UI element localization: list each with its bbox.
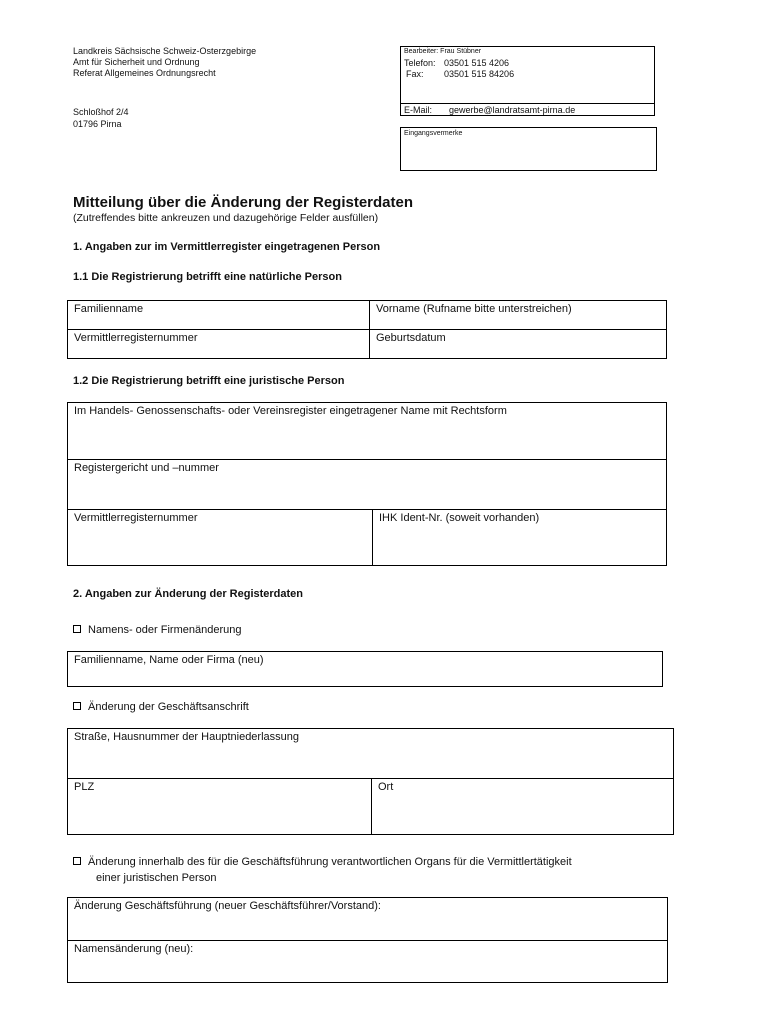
- section-2-heading: 2. Angaben zur Änderung der Registerdaten: [73, 588, 304, 600]
- option-organ-change-label: Änderung innerhalb des für die Geschäftsführung verantwortlichen Organs für die Vermittlertätigkeit: [88, 856, 572, 868]
- option-name-change-label: Namens- oder Firmenänderung: [88, 624, 242, 636]
- authority-line-1: Landkreis Sächsische Schweiz-Osterzgebirge: [73, 46, 257, 56]
- phone-value: 03501 515 4206: [444, 58, 510, 68]
- first-name-field[interactable]: Vorname (Rufname bitte unterstreichen): [376, 303, 572, 315]
- option-name-change[interactable]: [73, 624, 241, 636]
- contact-divider: [401, 103, 654, 104]
- option-organ-change-label-line-2: einer juristischen Person: [96, 872, 217, 884]
- legal-person-table: [67, 402, 667, 566]
- option-organ-change[interactable]: [73, 856, 572, 868]
- checkbox-icon[interactable]: [73, 702, 81, 710]
- new-name-field[interactable]: Familienname, Name oder Firma (neu): [74, 654, 264, 666]
- form-title: Mitteilung über die Änderung der Registerdaten: [73, 194, 414, 211]
- receipt-notes-box[interactable]: [400, 127, 657, 171]
- checkbox-icon[interactable]: [73, 625, 81, 633]
- authority-street: Schloßhof 2/4: [73, 107, 129, 117]
- clerk-name: Bearbeiter: Frau Stübner: [404, 48, 482, 55]
- management-table: [67, 897, 668, 983]
- registry-number-field[interactable]: Vermittlerregisternummer: [74, 332, 198, 344]
- authority-line-3: Referat Allgemeines Ordnungsrecht: [73, 68, 216, 78]
- fax-value: 03501 515 84206: [444, 69, 515, 79]
- ihk-ident-field[interactable]: IHK Ident-Nr. (soweit vorhanden): [379, 512, 540, 524]
- ort-field[interactable]: Ort: [378, 781, 394, 793]
- phone-row: [404, 58, 509, 68]
- checkbox-icon[interactable]: [73, 857, 81, 865]
- form-subtitle: (Zutreffendes bitte ankreuzen und dazugehörige Felder ausfüllen): [73, 212, 379, 224]
- fax-row: [404, 69, 514, 79]
- registered-name-field[interactable]: Im Handels- Genossenschafts- oder Vereinsregister eingetragener Name mit Rechtsform: [74, 405, 507, 417]
- section-1-2-heading: 1.2 Die Registrierung betrifft eine juristische Person: [73, 375, 345, 387]
- section-1-heading: 1. Angaben zur im Vermittlerregister eingetragenen Person: [73, 241, 381, 253]
- register-court-field[interactable]: Registergericht und –nummer: [74, 462, 219, 474]
- fax-label: Fax:: [406, 69, 424, 79]
- option-address-change-label: Änderung der Geschäftsanschrift: [88, 701, 249, 713]
- authority-line-2: Amt für Sicherheit und Ordnung: [73, 57, 200, 67]
- option-address-change[interactable]: [73, 701, 249, 713]
- email-label: E-Mail:: [404, 105, 433, 115]
- street-field[interactable]: Straße, Hausnummer der Hauptniederlassung: [74, 731, 300, 743]
- legal-registry-number-field[interactable]: Vermittlerregisternummer: [74, 512, 198, 524]
- authority-postal-address: [73, 106, 129, 130]
- contact-box: [400, 46, 655, 116]
- name-change-field[interactable]: Namensänderung (neu):: [74, 943, 194, 955]
- phone-label: Telefon:: [404, 58, 436, 68]
- email-row: [404, 105, 575, 115]
- section-1-1-heading: 1.1 Die Registrierung betrifft eine natürliche Person: [73, 271, 342, 283]
- natural-person-table: [67, 300, 667, 359]
- plz-field[interactable]: PLZ: [74, 781, 95, 793]
- authority-city: 01796 Pirna: [73, 119, 122, 129]
- family-name-field[interactable]: Familienname: [74, 303, 144, 315]
- birth-date-field[interactable]: Geburtsdatum: [376, 332, 446, 344]
- authority-address: [73, 46, 256, 79]
- receipt-notes-label: Eingangsvermerke: [404, 130, 463, 137]
- management-change-field[interactable]: Änderung Geschäftsführung (neuer Geschäftsführer/Vorstand):: [74, 900, 381, 912]
- email-value: gewerbe@landratsamt-pirna.de: [449, 105, 576, 115]
- new-name-table: [67, 651, 663, 687]
- address-table: [67, 728, 674, 835]
